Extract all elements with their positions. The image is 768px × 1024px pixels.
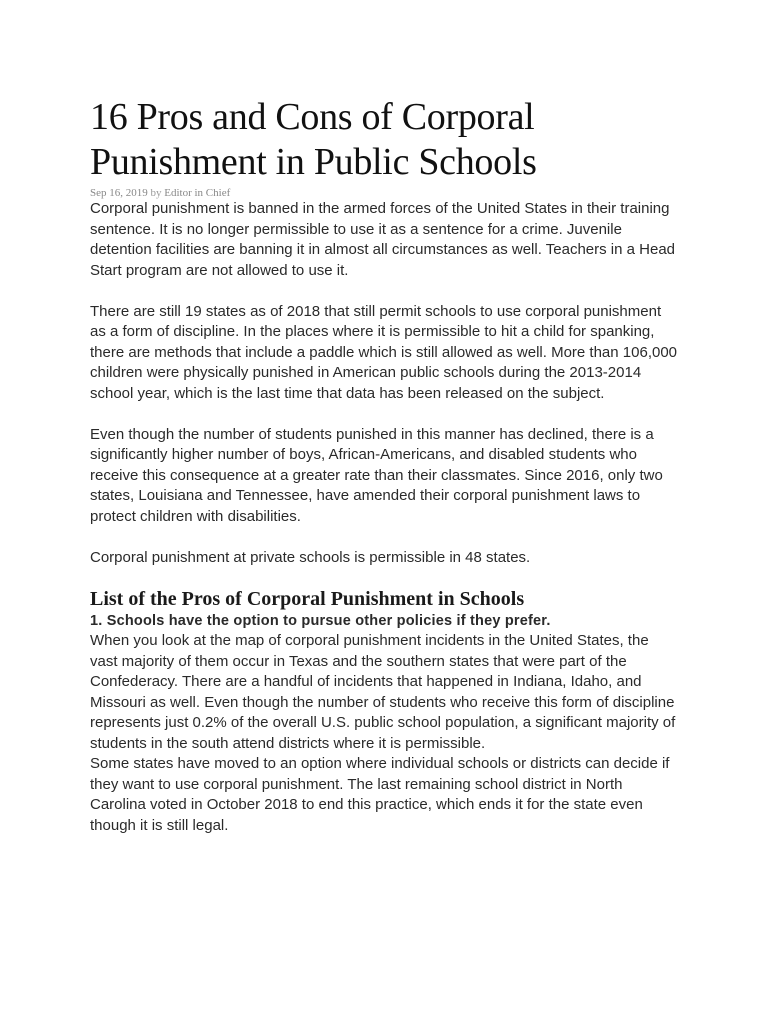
article-meta <box>90 185 678 199</box>
pros-section-heading: List of the Pros of Corporal Punishment in Schools <box>90 588 525 610</box>
article-author[interactable]: Editor in Chief <box>164 187 231 199</box>
pro-item-1-heading: 1. Schools have the option to pursue other policies if they prefer. <box>90 613 551 629</box>
pro-item-1-paragraph-2: Some states have moved to an option where individual schools or districts can decide if they want to use corporal punishment. The last remaining school district in North Carolina voted in October 2018 to end this practice, which ends it for the state even though it is still legal. <box>90 755 670 834</box>
intro-paragraph-3: Even though the number of students punished in this manner has declined, there is a significantly higher number of boys, African-Americans, and disabled students who receive this consequence at a greater rate than their classmates. Since 2016, only two states, Louisiana and Tennessee, have amended their corporal punishment laws to protect children with disabilities. <box>90 425 663 525</box>
intro-paragraph-2: There are still 19 states as of 2018 that still permit schools to use corporal punishment as a form of discipline. In the places where it is permissible to hit a child for spanking, there are methods that include a paddle which is still allowed as well. More than 106,000 children were physically punished in American public schools during the 2013-2014 school year, which is the last time that data has been released on the subject. <box>90 302 678 402</box>
article-date: Sep 16, 2019 <box>90 187 148 199</box>
article-title: 16 Pros and Cons of Corporal Punishment in Public Schools <box>90 96 537 183</box>
pro-item-1-paragraph-1: When you look at the map of corporal punishment incidents in the United States, the vast majority of them occur in Texas and the southern states that were part of the Confederacy. There are a handful of incidents that happened in Indiana, Idaho, and Missouri as well. Even though the number of students who receive this form of discipline represents just 0.2% of the overall U.S. public school population, a significant majority of students in the south attend districts where it is permissible. <box>90 632 676 752</box>
intro-paragraph-1: Corporal punishment is banned in the armed forces of the United States in their training sentence. It is no longer permissible to use it as a sentence for a crime. Juvenile detention facilities are banning it in almost all circumstances as well. Teachers in a Head Start program are not allowed to use it. <box>90 200 676 279</box>
intro-paragraph-4: Corporal punishment at private schools is permissible in 48 states. <box>90 548 531 566</box>
byline-by: by <box>150 187 162 199</box>
